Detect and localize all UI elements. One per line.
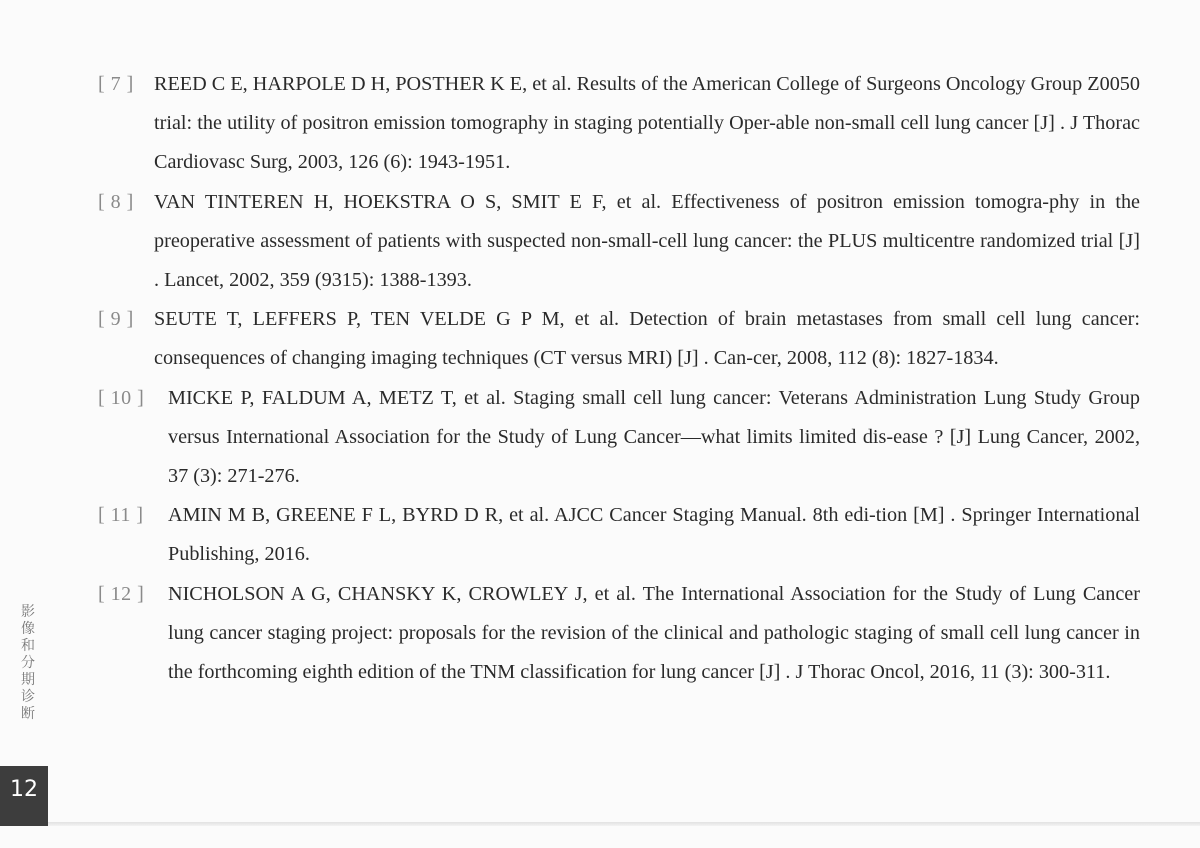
reference-list: [98, 65, 1140, 692]
chapter-side-label: 影像和分期诊断: [21, 604, 35, 722]
footer-rule: [48, 822, 1200, 826]
reference-text: REED C E, HARPOLE D H, POSTHER K E, et al. Results of the American College of Surgeons Oncology Group Z0050 trial: the utility of positron emission tomography in staging potentially Oper-able non-small cell lung cancer [J] . J Thorac Cardiovasc Surg, 2003, 126 (6): 1943-1951.: [154, 73, 1140, 174]
reference-text: NICHOLSON A G, CHANSKY K, CROWLEY J, et al. The International Association for the Study of Lung Cancer lung cancer staging project: proposals for the revision of the clinical and pathologic staging of small cell lung cancer in the forthcoming eighth edition of the TNM classification for lung cancer [J] . J Thorac Oncol, 2016, 11 (3): 300-311.: [168, 582, 1140, 684]
page-number: 12: [0, 766, 48, 826]
reference-number: [ 9 ]: [98, 308, 134, 331]
reference-number: [ 10 ]: [98, 386, 145, 409]
reference-number: [ 8 ]: [98, 190, 134, 213]
reference-number: [ 12 ]: [98, 582, 145, 605]
reference-text: SEUTE T, LEFFERS P, TEN VELDE G P M, et al. Detection of brain metastases from small cell lung cancer: consequences of changing imaging techniques (CT versus MRI) [J] . Can-cer, 2008, 112 (8): 1827-1834.: [154, 308, 1140, 370]
reference-item: [98, 379, 1140, 497]
reference-number: [ 11 ]: [98, 504, 144, 527]
reference-text: MICKE P, FALDUM A, METZ T, et al. Staging small cell lung cancer: Veterans Administration Lung Study Group versus International Association for the Study of Lung Cancer—what limits limited dis-ease ? [J] Lung Cancer, 2002, 37 (3): 271-276.: [168, 386, 1140, 488]
reference-number: [ 7 ]: [98, 73, 134, 95]
reference-item: [98, 183, 1140, 301]
reference-item: [98, 300, 1140, 378]
reference-item: [98, 496, 1140, 574]
reference-text: AMIN M B, GREENE F L, BYRD D R, et al. AJCC Cancer Staging Manual. 8th edi-tion [M] . Springer International Publishing, 2016.: [168, 504, 1140, 566]
reference-text: VAN TINTEREN H, HOEKSTRA O S, SMIT E F, et al. Effectiveness of positron emission tomogra-phy in the preoperative assessment of patients with suspected non-small-cell lung cancer: the PLUS multicentre randomized trial [J] . Lancet, 2002, 359 (9315): 1388-1393.: [154, 190, 1140, 292]
reference-item: [98, 575, 1140, 693]
reference-item: [98, 65, 1140, 183]
